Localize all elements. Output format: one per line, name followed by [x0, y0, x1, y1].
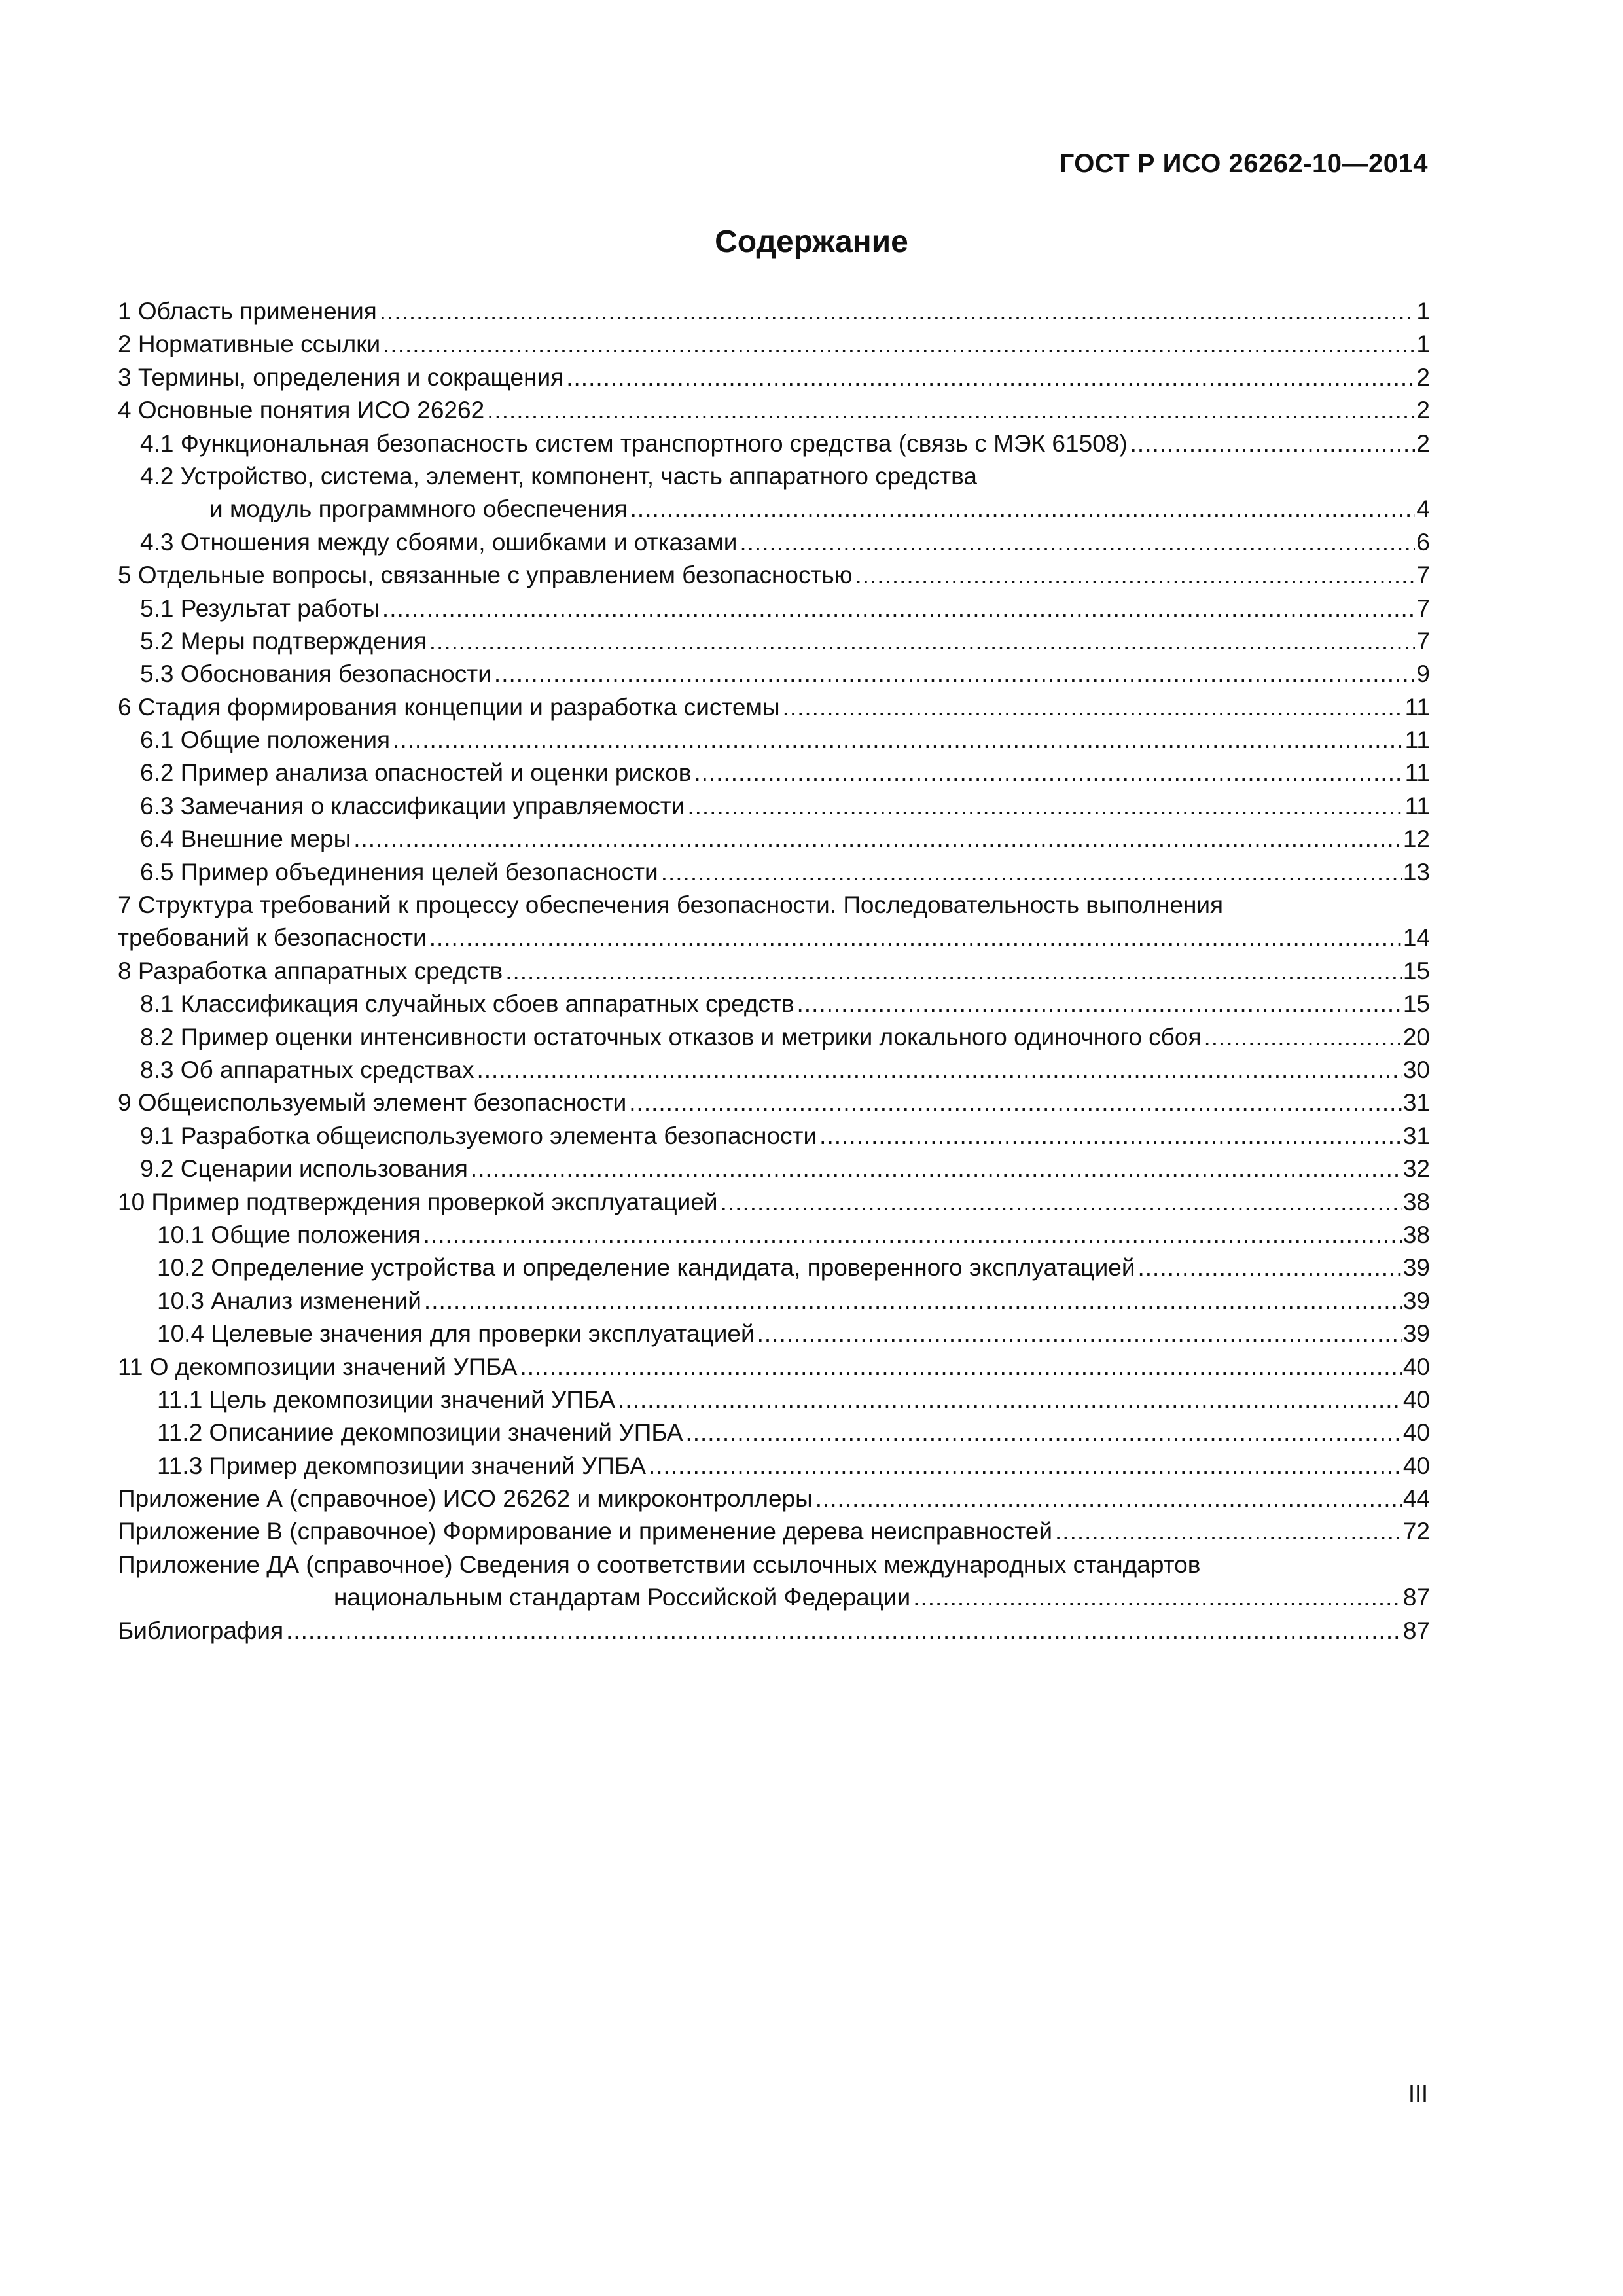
toc-item-page: 11 — [1404, 792, 1430, 819]
toc-item-3[interactable] — [118, 361, 1430, 394]
dot-leader — [740, 526, 1415, 559]
dot-leader — [783, 691, 1404, 724]
toc-item-page: 31 — [1402, 1122, 1430, 1149]
toc-item-6-2[interactable] — [118, 757, 1430, 789]
toc-item-label: 8.2 Пример оценки интенсивности остаточных отказов и метрики локального одиночного сбоя — [140, 1023, 1202, 1050]
table-of-contents — [118, 295, 1430, 1647]
toc-item-label: требований к безопасности — [118, 924, 427, 952]
toc-item-bibliography[interactable] — [118, 1615, 1430, 1647]
toc-item-label: 8.1 Классификация случайных сбоев аппаратных средств — [140, 990, 794, 1018]
toc-item-page: 15 — [1402, 957, 1430, 984]
dot-leader — [721, 1186, 1402, 1219]
toc-item-label: 6.2 Пример анализа опасностей и оценки рисков — [140, 759, 692, 787]
dot-leader — [494, 658, 1416, 691]
toc-item-page: 12 — [1402, 825, 1430, 853]
toc-item-page: 13 — [1402, 858, 1430, 886]
dot-leader — [471, 1153, 1402, 1185]
toc-item-label: и модуль программного обеспечения — [209, 495, 628, 523]
toc-item-10-2[interactable] — [118, 1251, 1430, 1284]
toc-item-5[interactable] — [118, 559, 1430, 592]
toc-item-2[interactable] — [118, 328, 1430, 361]
toc-item-page: 38 — [1402, 1221, 1430, 1248]
toc-item-10-4[interactable] — [118, 1318, 1430, 1350]
dot-leader — [815, 1482, 1402, 1515]
toc-item-8[interactable] — [118, 955, 1430, 988]
toc-item-8-3[interactable] — [118, 1054, 1430, 1086]
toc-item-label: Приложение В (справочное) Формирование и применение дерева неисправностей — [118, 1518, 1053, 1545]
toc-item-4-1[interactable] — [118, 427, 1430, 460]
toc-item-page: 2 — [1416, 397, 1430, 424]
dot-leader — [424, 1285, 1402, 1318]
toc-item-page: 39 — [1402, 1254, 1430, 1282]
toc-item-9-1[interactable] — [118, 1120, 1430, 1153]
toc-item-label: 10.4 Целевые значения для проверки эксплуатацией — [157, 1320, 755, 1348]
toc-item-page: 11 — [1404, 726, 1430, 754]
dot-leader — [649, 1450, 1402, 1482]
toc-item-page: 11 — [1404, 693, 1430, 721]
toc-item-page: 11 — [1404, 759, 1430, 787]
toc-item-page: 2 — [1416, 429, 1430, 457]
dot-leader — [1138, 1251, 1402, 1284]
toc-item-label: 11.3 Пример декомпозиции значений УПБА — [157, 1452, 646, 1479]
toc-item-5-1[interactable] — [118, 592, 1430, 625]
dot-leader — [393, 724, 1403, 757]
toc-item-page: 39 — [1402, 1287, 1430, 1314]
toc-item-page: 87 — [1402, 1584, 1430, 1611]
toc-item-5-3[interactable] — [118, 658, 1430, 691]
toc-item-4-2-continued[interactable] — [118, 493, 1430, 526]
toc-item-9[interactable] — [118, 1086, 1430, 1119]
toc-item-page: 6 — [1416, 528, 1430, 556]
dot-leader — [383, 328, 1415, 361]
toc-item-6-5[interactable] — [118, 856, 1430, 889]
dot-leader — [566, 361, 1415, 394]
toc-item-page: 87 — [1402, 1617, 1430, 1644]
dot-leader — [687, 790, 1403, 823]
toc-item-11-2[interactable] — [118, 1416, 1430, 1449]
toc-item-5-2[interactable] — [118, 625, 1430, 658]
dot-leader — [855, 559, 1415, 592]
toc-item-8-2[interactable] — [118, 1021, 1430, 1054]
dot-leader — [429, 625, 1416, 658]
toc-item-label: 4.2 Устройство, система, элемент, компонент, часть аппаратного средства — [140, 462, 977, 490]
dot-leader — [1204, 1021, 1401, 1054]
dot-leader — [286, 1615, 1402, 1647]
toc-item-label: 10.1 Общие положения — [157, 1221, 421, 1248]
toc-item-6-3[interactable] — [118, 790, 1430, 823]
toc-item-page: 1 — [1416, 331, 1430, 358]
dot-leader — [797, 988, 1402, 1020]
toc-item-6-4[interactable] — [118, 823, 1430, 855]
toc-item-label: 6 Стадия формирования концепции и разработка системы — [118, 693, 780, 721]
toc-item-page: 7 — [1416, 627, 1430, 655]
toc-item-label: 5 Отдельные вопросы, связанные с управлением безопасностью — [118, 562, 853, 589]
toc-item-10-3[interactable] — [118, 1285, 1430, 1318]
dot-leader — [505, 955, 1402, 988]
toc-item-page: 4 — [1416, 495, 1430, 523]
toc-item-page: 40 — [1402, 1353, 1430, 1380]
toc-item-appendix-b[interactable] — [118, 1515, 1430, 1548]
toc-item-page: 72 — [1402, 1518, 1430, 1545]
dot-leader — [694, 757, 1403, 789]
toc-item-8-1[interactable] — [118, 988, 1430, 1020]
toc-item-label: 11.1 Цель декомпозиции значений УПБА — [157, 1386, 616, 1413]
dot-leader — [629, 1086, 1402, 1119]
toc-item-label: Приложение А (справочное) ИСО 26262 и микроконтроллеры — [118, 1485, 813, 1513]
toc-item-label: Приложение ДА (справочное) Сведения о соответствии ссылочных международных стандартов — [118, 1551, 1201, 1578]
toc-item-7-continued[interactable] — [118, 922, 1430, 954]
toc-item-page: 7 — [1416, 594, 1430, 622]
toc-item-label: 1 Область применения — [118, 298, 377, 325]
toc-item-6-1[interactable] — [118, 724, 1430, 757]
dot-leader — [380, 295, 1416, 328]
dot-leader — [520, 1351, 1401, 1384]
toc-item-page: 32 — [1402, 1155, 1430, 1183]
toc-item-label: 6.4 Внешние меры — [140, 825, 351, 853]
toc-item-page: 7 — [1416, 562, 1430, 589]
toc-item-4-3[interactable] — [118, 526, 1430, 559]
toc-item-label: 7 Структура требований к процессу обеспечения безопасности. Последовательность выполнения — [118, 891, 1224, 919]
toc-item-label: 6.3 Замечания о классификации управляемости — [140, 792, 685, 819]
dot-leader — [1130, 427, 1416, 460]
toc-item-page: 39 — [1402, 1320, 1430, 1348]
toc-item-label: 9.1 Разработка общеиспользуемого элемента безопасности — [140, 1122, 817, 1149]
toc-item-7[interactable] — [118, 889, 1430, 922]
toc-item-11-3[interactable] — [118, 1450, 1430, 1482]
toc-item-9-2[interactable] — [118, 1153, 1430, 1185]
toc-item-page: 2 — [1416, 363, 1430, 391]
toc-item-page: 40 — [1402, 1419, 1430, 1446]
toc-item-label: 4.1 Функциональная безопасность систем транспортного средства (связь с МЭК 61508) — [140, 429, 1128, 457]
toc-item-page: 40 — [1402, 1386, 1430, 1413]
page-title: Содержание — [715, 224, 908, 259]
dot-leader — [630, 493, 1416, 526]
toc-item-10-1[interactable] — [118, 1219, 1430, 1251]
page-number: III — [1408, 2080, 1428, 2107]
toc-item-appendix-da-continued[interactable] — [118, 1581, 1430, 1614]
toc-item-label: 8.3 Об аппаратных средствах — [140, 1056, 474, 1083]
toc-item-page: 31 — [1402, 1089, 1430, 1117]
toc-item-page: 1 — [1416, 298, 1430, 325]
toc-item-label: 10.2 Определение устройства и определение кандидата, проверенного эксплуатацией — [157, 1254, 1135, 1282]
dot-leader — [757, 1318, 1402, 1350]
toc-item-page: 30 — [1402, 1056, 1430, 1083]
toc-item-label: 8 Разработка аппаратных средств — [118, 957, 503, 984]
toc-item-label: 11 О декомпозиции значений УПБА — [118, 1353, 518, 1380]
toc-item-page: 44 — [1402, 1485, 1430, 1513]
dot-leader — [913, 1581, 1402, 1614]
toc-item-page: 40 — [1402, 1452, 1430, 1479]
toc-item-label: 10.3 Анализ изменений — [157, 1287, 421, 1314]
toc-item-page: 38 — [1402, 1188, 1430, 1215]
toc-item-10[interactable] — [118, 1186, 1430, 1219]
toc-item-label: 2 Нормативные ссылки — [118, 331, 381, 358]
dot-leader — [1055, 1515, 1402, 1548]
toc-item-label: 5.1 Результат работы — [140, 594, 380, 622]
toc-item-11[interactable] — [118, 1351, 1430, 1384]
dot-leader — [429, 922, 1402, 954]
dot-leader — [661, 856, 1402, 889]
toc-item-1[interactable] — [118, 295, 1430, 328]
dot-leader — [487, 394, 1415, 427]
dot-leader — [685, 1416, 1401, 1449]
dot-leader — [618, 1384, 1402, 1416]
toc-item-label: 9.2 Сценарии использования — [140, 1155, 468, 1183]
toc-item-label: 10 Пример подтверждения проверкой эксплуатацией — [118, 1188, 718, 1215]
toc-item-label: 6.5 Пример объединения целей безопасности — [140, 858, 658, 886]
dot-leader — [819, 1120, 1402, 1153]
toc-item-4-2[interactable] — [118, 460, 1430, 493]
dot-leader — [353, 823, 1402, 855]
dot-leader — [423, 1219, 1402, 1251]
toc-item-label: 5.2 Меры подтверждения — [140, 627, 427, 655]
toc-item-label: 4 Основные понятия ИСО 26262 — [118, 397, 485, 424]
toc-item-appendix-da[interactable] — [118, 1549, 1430, 1581]
toc-item-4[interactable] — [118, 394, 1430, 427]
toc-item-page: 14 — [1402, 924, 1430, 952]
toc-item-label: 5.3 Обоснования безопасности — [140, 660, 491, 688]
toc-item-11-1[interactable] — [118, 1384, 1430, 1416]
toc-item-page: 9 — [1416, 660, 1430, 688]
toc-item-label: 4.3 Отношения между сбоями, ошибками и отказами — [140, 528, 738, 556]
toc-item-label: 6.1 Общие положения — [140, 726, 391, 754]
toc-item-label: 3 Термины, определения и сокращения — [118, 363, 564, 391]
toc-item-label: национальным стандартам Российской Федерации — [334, 1584, 911, 1611]
dot-leader — [382, 592, 1416, 625]
document-header: ГОСТ Р ИСО 26262-10—2014 — [1059, 149, 1428, 178]
toc-item-page: 15 — [1402, 990, 1430, 1018]
toc-item-page: 20 — [1402, 1023, 1430, 1050]
dot-leader — [476, 1054, 1401, 1086]
toc-item-appendix-a[interactable] — [118, 1482, 1430, 1515]
toc-item-6[interactable] — [118, 691, 1430, 724]
toc-item-label: Библиография — [118, 1617, 284, 1644]
toc-item-label: 9 Общеиспользуемый элемент безопасности — [118, 1089, 627, 1117]
toc-item-label: 11.2 Описаниие декомпозиции значений УПБА — [157, 1419, 683, 1446]
